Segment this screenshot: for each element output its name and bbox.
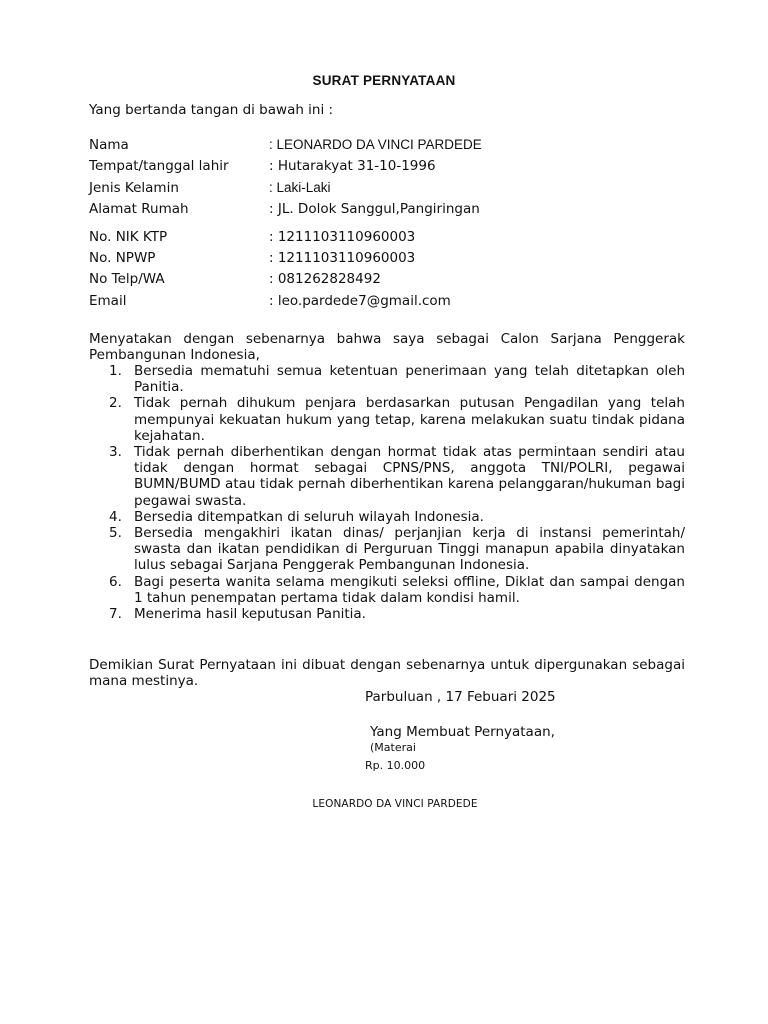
list-number: 2. xyxy=(109,395,122,412)
field-label-email: Email xyxy=(89,293,127,309)
list-text: Bersedia mematuhi semua ketentuan penerimaan yang telah ditetapkan oleh Panitia. xyxy=(134,363,685,396)
field-value-alamat: : JL. Dolok Sanggul,Pangiringan xyxy=(269,201,480,217)
place-date: Parbuluan , 17 Febuari 2025 xyxy=(365,689,556,705)
stamp-line-2: Rp. 10.000 xyxy=(365,759,426,772)
list-number: 3. xyxy=(109,444,122,461)
list-number: 7. xyxy=(109,606,122,623)
list-number: 5. xyxy=(109,525,122,542)
stamp-line-1: (Materai xyxy=(370,741,416,754)
list-item xyxy=(89,395,685,444)
list-text: Bersedia ditempatkan di seluruh wilayah Indonesia. xyxy=(134,508,484,525)
list-number: 6. xyxy=(109,573,122,590)
field-label-alamat: Alamat Rumah xyxy=(89,201,189,217)
list-item xyxy=(89,509,685,525)
list-text: Bagi peserta wanita selama mengikuti seleksi offline, Diklat dan sampai dengan 1 tahun penempatan pertama tidak dalam kondisi hamil. xyxy=(134,573,685,606)
field-label-npwp: No. NPWP xyxy=(89,250,156,266)
field-value-telp: : 081262828492 xyxy=(269,271,381,287)
field-value-npwp: : 1211103110960003 xyxy=(269,250,416,266)
field-label-telp: No Telp/WA xyxy=(89,271,165,287)
list-text: Menerima hasil keputusan Panitia. xyxy=(134,606,366,623)
field-value-nama: : LEONARDO DA VINCI PARDEDE xyxy=(269,137,482,152)
closing-paragraph: Demikian Surat Pernyataan ini dibuat dengan sebenarnya untuk dipergunakan sebagai mana mestinya. xyxy=(89,657,685,690)
statement-paragraph: Menyatakan dengan sebenarnya bahwa saya sebagai Calon Sarjana Penggerak Pembangunan Indonesia, xyxy=(89,331,685,364)
signer-name: LEONARDO DA VINCI PARDEDE xyxy=(312,798,478,810)
list-item xyxy=(89,574,685,606)
list-item xyxy=(89,363,685,395)
list-item xyxy=(89,606,685,622)
field-value-ttl: : Hutarakyat 31-10-1996 xyxy=(269,158,436,174)
statement-list xyxy=(89,363,685,622)
document-title: SURAT PERNYATAAN xyxy=(312,73,456,88)
signer-label: Yang Membuat Pernyataan, xyxy=(370,724,555,740)
field-value-email: : leo.pardede7@gmail.com xyxy=(269,293,451,309)
field-label-jenis-kelamin: Jenis Kelamin xyxy=(89,180,179,196)
list-text: Tidak pernah dihukum penjara berdasarkan putusan Pengadilan yang telah mempunyai kekuatan hukum yang tetap, karena melakukan suatu tindak pidana kejahatan. xyxy=(134,395,685,444)
list-item xyxy=(89,444,685,509)
list-item xyxy=(89,525,685,574)
list-text: Bersedia mengakhiri ikatan dinas/ perjanjian kerja di instansi pemerintah/ swasta dan ikatan pendidikan di Perguruan Tinggi manapun apabila dinyatakan lulus sebagai Sarjana Penggerak Pembangunan Indonesia. xyxy=(134,525,685,574)
field-label-nama: Nama xyxy=(89,137,129,153)
list-number: 1. xyxy=(109,363,122,379)
field-label-nik: No. NIK KTP xyxy=(89,229,168,245)
list-text: Tidak pernah diberhentikan dengan hormat tidak atas permintaan sendiri atau tidak dengan hormat sebagai CPNS/PNS, anggota TNI/POLRI, pegawai BUMN/BUMD atau tidak pernah diberhentikan karena pelanggaran/hukuman bagi pegawai swasta. xyxy=(134,444,685,509)
field-value-nik: : 1211103110960003 xyxy=(269,229,416,245)
field-value-jenis-kelamin: : Laki-Laki xyxy=(269,180,331,195)
list-number: 4. xyxy=(109,508,122,525)
field-label-ttl: Tempat/tanggal lahir xyxy=(89,158,229,174)
opening-line: Yang bertanda tangan di bawah ini : xyxy=(89,102,334,118)
